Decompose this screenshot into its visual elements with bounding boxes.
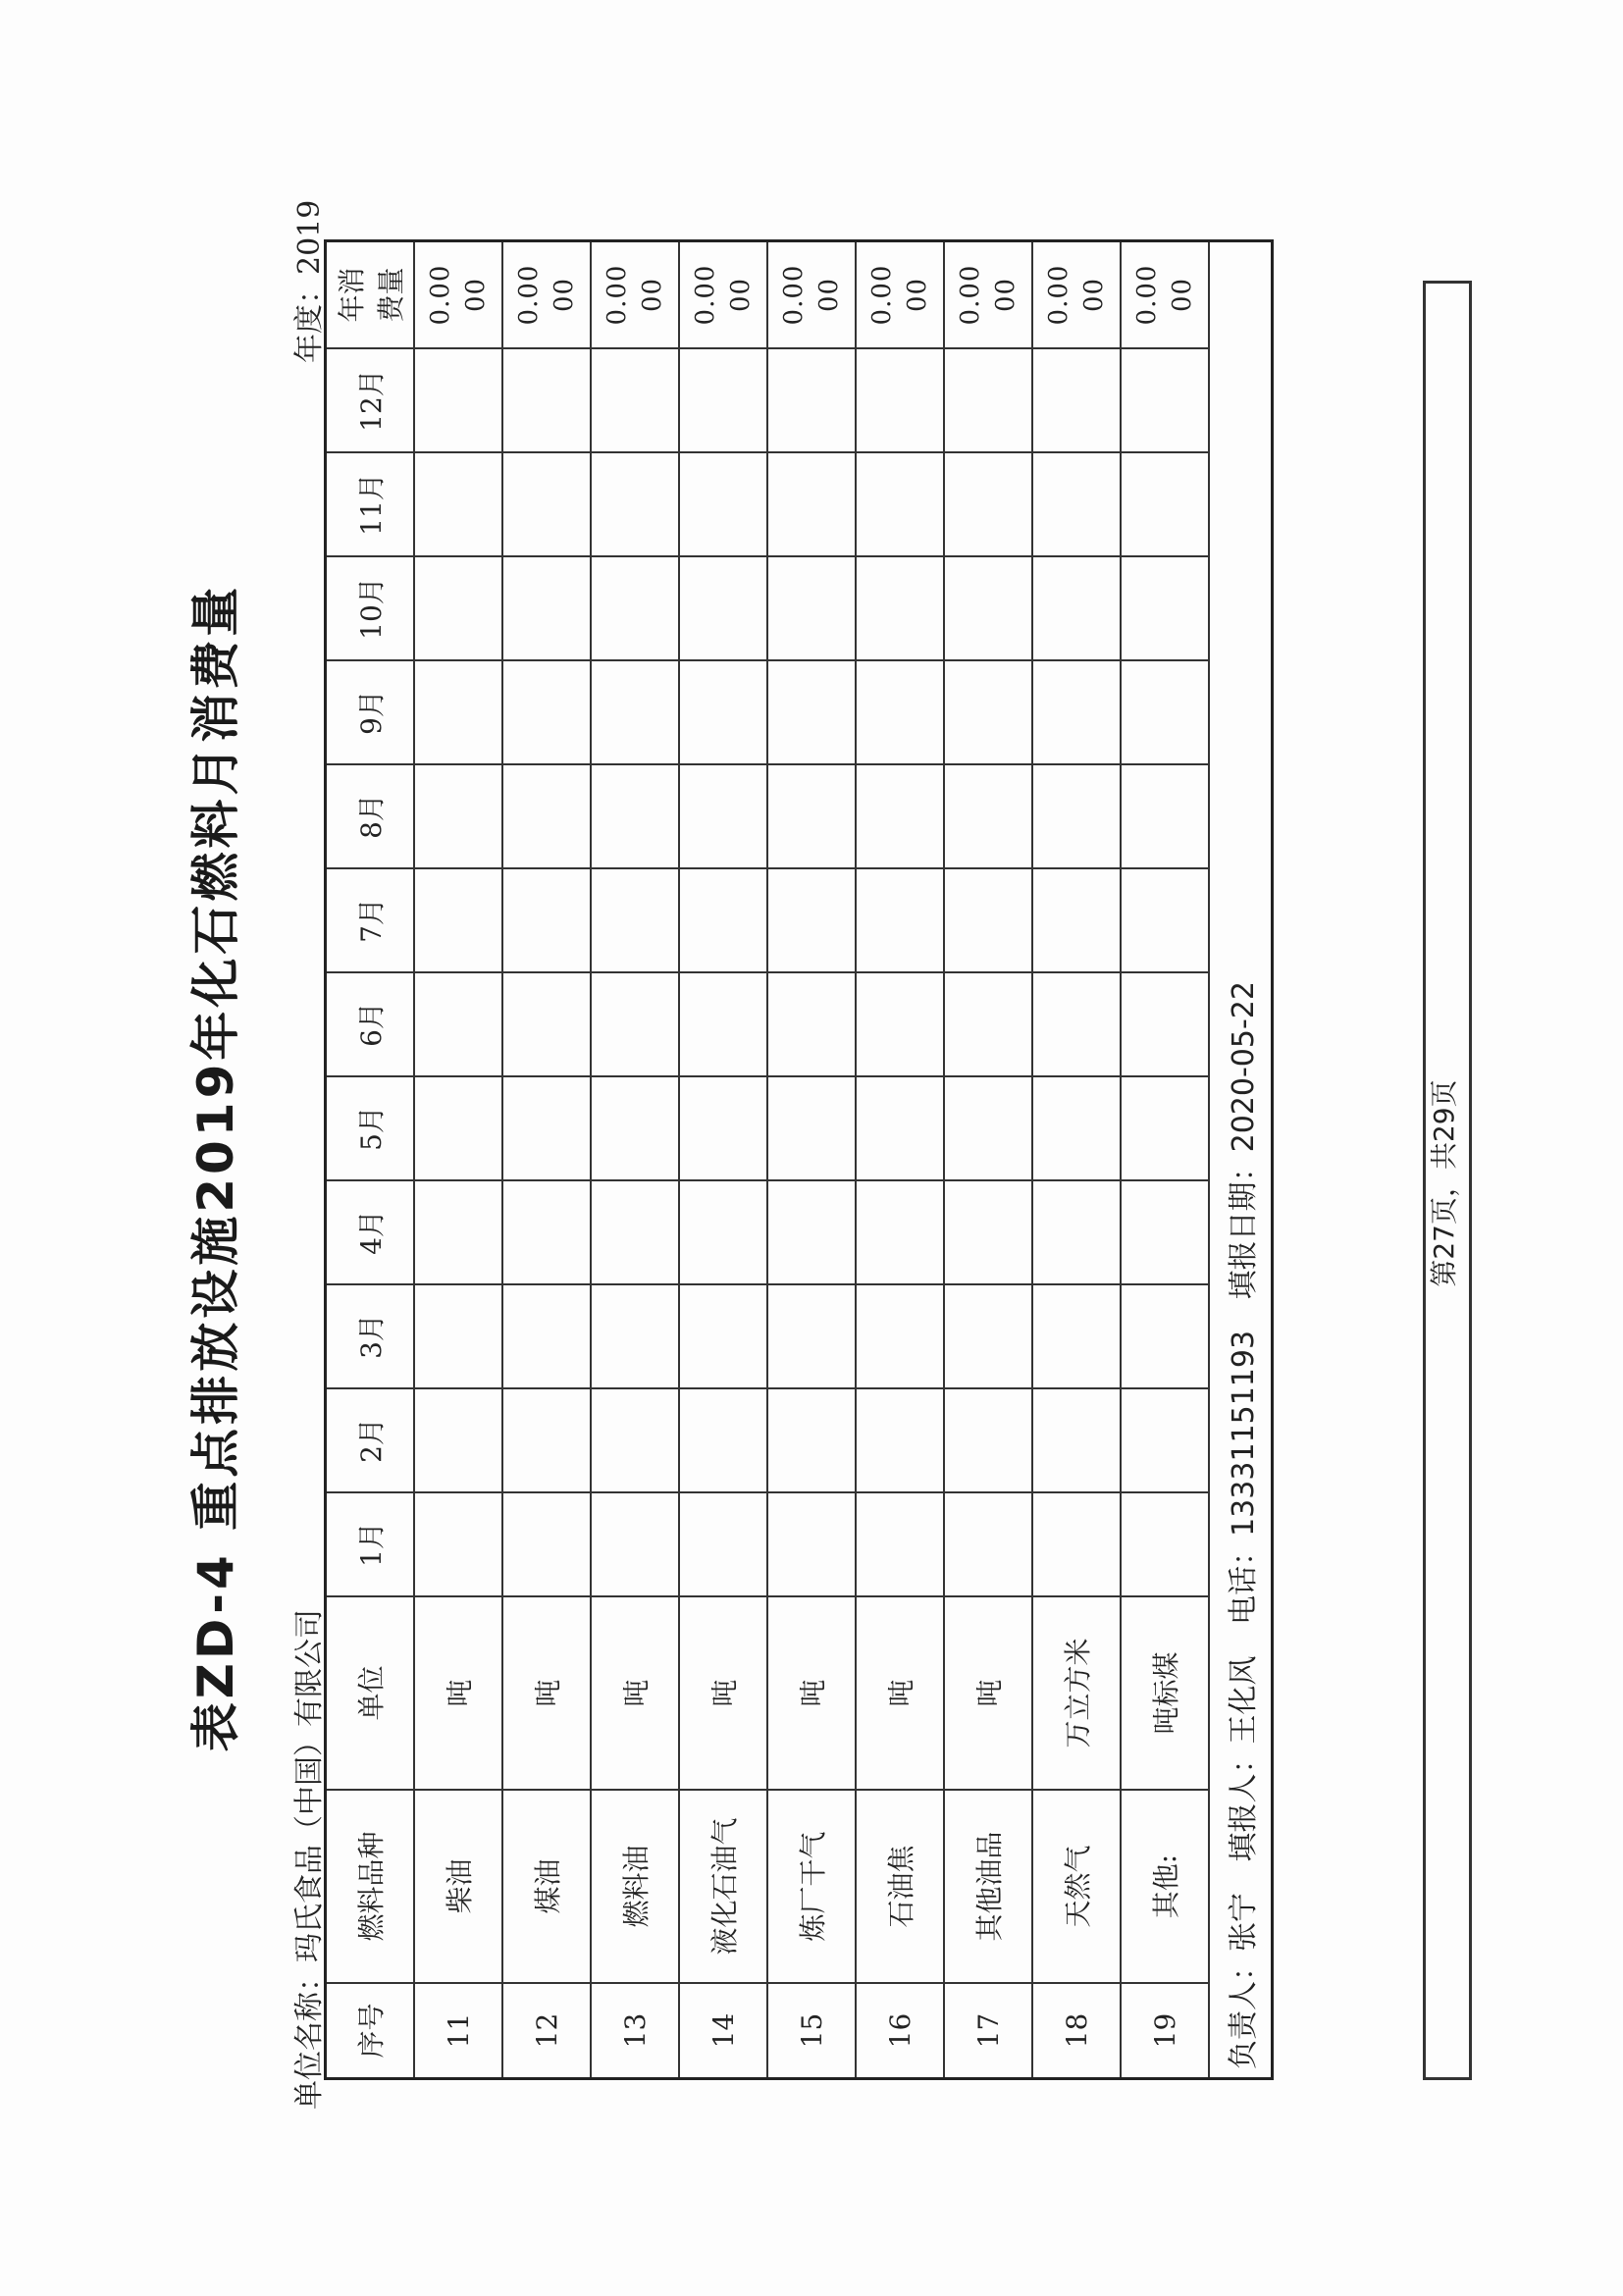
- month-cell: [944, 1388, 1032, 1492]
- month-cell: [414, 764, 502, 868]
- annual-total-line1: 0.00: [426, 264, 455, 326]
- month-cell: [944, 868, 1032, 972]
- header-annual-line1: 年消: [336, 267, 368, 323]
- month-cell: [679, 452, 767, 556]
- month-cell: [767, 1076, 856, 1180]
- month-cell: [856, 660, 944, 764]
- header-month: 5月: [326, 1076, 415, 1180]
- row-fuel: 燃料油: [591, 1790, 679, 1983]
- month-cell: [414, 868, 502, 972]
- month-cell: [1121, 1284, 1209, 1388]
- annual-total-line1: 0.00: [514, 264, 544, 326]
- month-cell: [502, 660, 591, 764]
- month-cell: [679, 764, 767, 868]
- row-seq: 14: [679, 1983, 767, 2079]
- month-cell: [591, 1388, 679, 1492]
- row-fuel: 天然气: [1032, 1790, 1121, 1983]
- month-cell: [856, 764, 944, 868]
- month-cell: [1032, 764, 1121, 868]
- month-cell: [679, 660, 767, 764]
- header-month: 6月: [326, 972, 415, 1076]
- annual-total-line2: 00: [991, 277, 1021, 313]
- month-cell: [767, 1284, 856, 1388]
- header-month: 7月: [326, 868, 415, 972]
- month-cell: [856, 1388, 944, 1492]
- month-cell: [679, 1388, 767, 1492]
- row-seq: 17: [944, 1983, 1032, 2079]
- row-fuel: 其他油品: [944, 1790, 1032, 1983]
- month-cell: [591, 660, 679, 764]
- row-unit: 吨: [767, 1596, 856, 1790]
- month-cell: [679, 972, 767, 1076]
- month-cell: [679, 868, 767, 972]
- year-label: 年度：2019: [292, 199, 327, 363]
- month-cell: [679, 348, 767, 452]
- header-month: 12月: [326, 348, 415, 452]
- month-cell: [414, 1076, 502, 1180]
- month-cell: [1121, 868, 1209, 972]
- month-cell: [502, 1388, 591, 1492]
- month-cell: [767, 1388, 856, 1492]
- month-cell: [679, 1492, 767, 1596]
- annual-total-line1: 0.00: [691, 264, 720, 326]
- table-row: [1032, 241, 1121, 2079]
- month-cell: [414, 1284, 502, 1388]
- month-cell: [591, 452, 679, 556]
- month-cell: [1032, 660, 1121, 764]
- row-seq: 13: [591, 1983, 679, 2079]
- header-annual: [326, 241, 415, 349]
- annual-total-line2: 00: [1079, 277, 1109, 313]
- month-cell: [414, 1180, 502, 1284]
- month-cell: [414, 556, 502, 660]
- table-row: [1121, 241, 1209, 2079]
- month-cell: [502, 1180, 591, 1284]
- table-row: [856, 241, 944, 2079]
- row-annual-total: [679, 241, 767, 349]
- annual-total-line1: 0.00: [779, 264, 809, 326]
- row-annual-total: [502, 241, 591, 349]
- month-cell: [679, 1284, 767, 1388]
- month-cell: [944, 556, 1032, 660]
- month-cell: [414, 660, 502, 764]
- header-month: 2月: [326, 1388, 415, 1492]
- annual-total-line1: 0.00: [956, 264, 985, 326]
- row-fuel: 液化石油气: [679, 1790, 767, 1983]
- month-cell: [591, 348, 679, 452]
- month-cell: [1032, 1076, 1121, 1180]
- row-annual-total: [944, 241, 1032, 349]
- fuel-consumption-table: [324, 239, 1274, 2080]
- month-cell: [1121, 1180, 1209, 1284]
- row-fuel: 炼厂干气: [767, 1790, 856, 1983]
- header-annual-line2: 费量: [375, 267, 407, 323]
- month-cell: [1121, 660, 1209, 764]
- month-cell: [1032, 1492, 1121, 1596]
- annual-total-line1: 0.00: [1132, 264, 1162, 326]
- month-cell: [1121, 556, 1209, 660]
- row-unit: 吨: [414, 1596, 502, 1790]
- annual-total-line2: 00: [1168, 277, 1197, 313]
- month-cell: [1121, 1492, 1209, 1596]
- month-cell: [856, 1492, 944, 1596]
- annual-total-line2: 00: [726, 277, 756, 313]
- phone: 电话：13331151193: [1227, 1330, 1261, 1625]
- reporter: 填报人：王化风: [1227, 1655, 1261, 1862]
- month-cell: [767, 348, 856, 452]
- header-month: 9月: [326, 660, 415, 764]
- month-cell: [414, 1388, 502, 1492]
- month-cell: [591, 1492, 679, 1596]
- row-unit: 万立方米: [1032, 1596, 1121, 1790]
- row-annual-total: [591, 241, 679, 349]
- month-cell: [767, 868, 856, 972]
- month-cell: [591, 1076, 679, 1180]
- month-cell: [1032, 348, 1121, 452]
- month-cell: [414, 348, 502, 452]
- month-cell: [944, 1284, 1032, 1388]
- month-cell: [856, 972, 944, 1076]
- month-cell: [767, 452, 856, 556]
- row-seq: 15: [767, 1983, 856, 2079]
- table-row: [679, 241, 767, 2079]
- row-fuel: 石油焦: [856, 1790, 944, 1983]
- month-cell: [591, 972, 679, 1076]
- month-cell: [767, 1492, 856, 1596]
- row-annual-total: [767, 241, 856, 349]
- header-month: 3月: [326, 1284, 415, 1388]
- annual-total-line1: 0.00: [867, 264, 897, 326]
- header-month: 8月: [326, 764, 415, 868]
- row-unit: 吨: [591, 1596, 679, 1790]
- month-cell: [502, 556, 591, 660]
- footer-row: [1209, 241, 1273, 2079]
- month-cell: [1032, 1388, 1121, 1492]
- annual-total-line2: 00: [461, 277, 491, 313]
- row-annual-total: [1032, 241, 1121, 349]
- header-seq: 序号: [326, 1983, 415, 2079]
- month-cell: [502, 1076, 591, 1180]
- month-cell: [944, 1180, 1032, 1284]
- month-cell: [856, 1076, 944, 1180]
- annual-total-line1: 0.00: [1044, 264, 1073, 326]
- month-cell: [591, 1180, 679, 1284]
- row-annual-total: [856, 241, 944, 349]
- report-date: 填报日期：2020-05-22: [1227, 981, 1261, 1300]
- month-cell: [502, 1284, 591, 1388]
- page-number: 第27页，共29页: [1428, 1079, 1460, 1287]
- month-cell: [856, 348, 944, 452]
- header-month: 1月: [326, 1492, 415, 1596]
- month-cell: [856, 556, 944, 660]
- annual-total-line2: 00: [903, 277, 932, 313]
- row-annual-total: [1121, 241, 1209, 349]
- month-cell: [1121, 1076, 1209, 1180]
- row-unit: 吨: [502, 1596, 591, 1790]
- month-cell: [414, 1492, 502, 1596]
- month-cell: [767, 764, 856, 868]
- month-cell: [591, 1284, 679, 1388]
- month-cell: [1032, 1284, 1121, 1388]
- month-cell: [944, 1492, 1032, 1596]
- table-row: [414, 241, 502, 2079]
- header-month: 10月: [326, 556, 415, 660]
- month-cell: [767, 660, 856, 764]
- month-cell: [1032, 452, 1121, 556]
- month-cell: [856, 1284, 944, 1388]
- table-title: 表ZD-4 重点排放设施2019年化石燃料月消费量: [187, 583, 244, 1752]
- month-cell: [502, 764, 591, 868]
- table-row: [591, 241, 679, 2079]
- annual-total-line1: 0.00: [602, 264, 632, 326]
- month-cell: [502, 868, 591, 972]
- company-name: 单位名称：玛氏食品（中国）有限公司: [292, 1609, 327, 2110]
- month-cell: [679, 1076, 767, 1180]
- row-unit: 吨: [679, 1596, 767, 1790]
- row-unit: 吨: [944, 1596, 1032, 1790]
- month-cell: [856, 452, 944, 556]
- month-cell: [944, 452, 1032, 556]
- table-row: [944, 241, 1032, 2079]
- row-fuel: 煤油: [502, 1790, 591, 1983]
- responsible-person: 负责人：张宁: [1227, 1893, 1261, 2069]
- month-cell: [414, 972, 502, 1076]
- row-annual-total: [414, 241, 502, 349]
- header-row: [326, 241, 415, 2079]
- month-cell: [944, 764, 1032, 868]
- month-cell: [1121, 348, 1209, 452]
- month-cell: [1121, 764, 1209, 868]
- month-cell: [591, 868, 679, 972]
- annual-total-line2: 00: [550, 277, 579, 313]
- month-cell: [1032, 868, 1121, 972]
- month-cell: [944, 1076, 1032, 1180]
- month-cell: [944, 348, 1032, 452]
- row-fuel: 其他:: [1121, 1790, 1209, 1983]
- month-cell: [502, 972, 591, 1076]
- month-cell: [767, 556, 856, 660]
- month-cell: [679, 1180, 767, 1284]
- month-cell: [1032, 1180, 1121, 1284]
- month-cell: [944, 972, 1032, 1076]
- month-cell: [856, 868, 944, 972]
- header-unit: 单位: [326, 1596, 415, 1790]
- annual-total-line2: 00: [638, 277, 667, 313]
- row-seq: 11: [414, 1983, 502, 2079]
- month-cell: [1032, 972, 1121, 1076]
- month-cell: [1121, 972, 1209, 1076]
- footer-cell: [1209, 241, 1273, 2079]
- header-month: 4月: [326, 1180, 415, 1284]
- month-cell: [1121, 452, 1209, 556]
- month-cell: [767, 1180, 856, 1284]
- table-row: [502, 241, 591, 2079]
- annual-total-line2: 00: [814, 277, 844, 313]
- month-cell: [1121, 1388, 1209, 1492]
- row-unit: 吨: [856, 1596, 944, 1790]
- month-cell: [591, 764, 679, 868]
- header-month: 11月: [326, 452, 415, 556]
- row-seq: 19: [1121, 1983, 1209, 2079]
- row-seq: 16: [856, 1983, 944, 2079]
- month-cell: [414, 452, 502, 556]
- month-cell: [591, 556, 679, 660]
- month-cell: [679, 556, 767, 660]
- table-row: [767, 241, 856, 2079]
- month-cell: [1032, 556, 1121, 660]
- month-cell: [502, 1492, 591, 1596]
- header-fuel: 燃料品种: [326, 1790, 415, 1983]
- row-unit: 吨标煤: [1121, 1596, 1209, 1790]
- row-fuel: 柴油: [414, 1790, 502, 1983]
- month-cell: [767, 972, 856, 1076]
- month-cell: [944, 660, 1032, 764]
- row-seq: 12: [502, 1983, 591, 2079]
- month-cell: [502, 348, 591, 452]
- month-cell: [502, 452, 591, 556]
- month-cell: [856, 1180, 944, 1284]
- row-seq: 18: [1032, 1983, 1121, 2079]
